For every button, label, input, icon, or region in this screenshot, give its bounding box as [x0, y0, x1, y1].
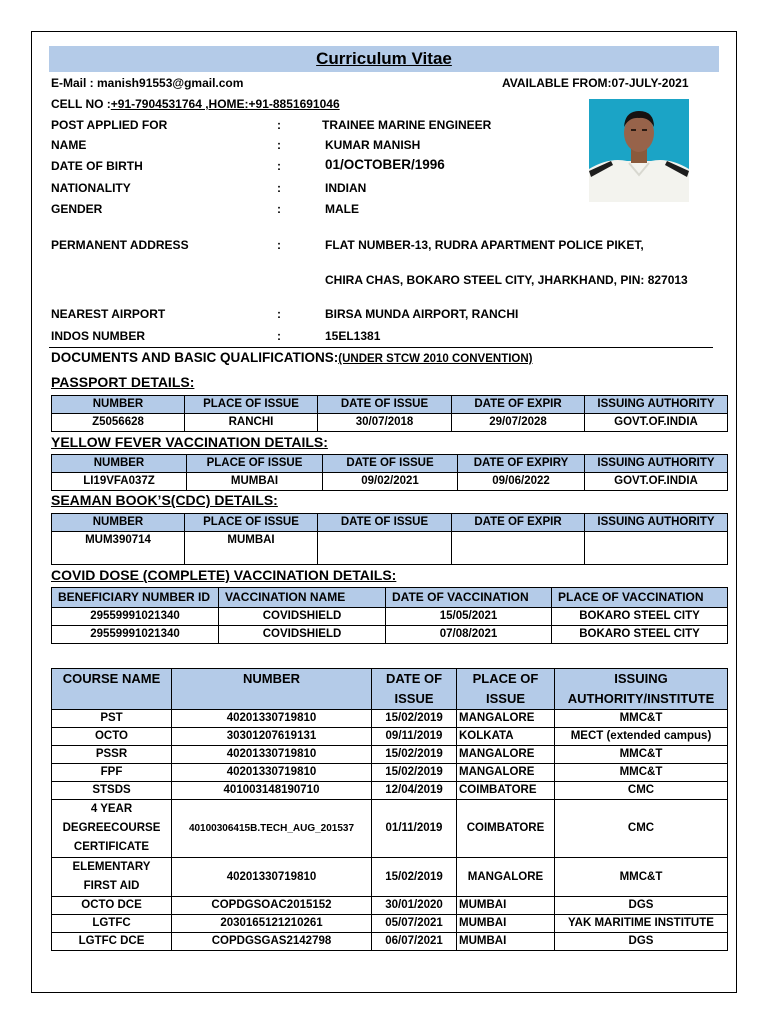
cell: Z5056628	[52, 414, 185, 432]
cell: 06/07/2021	[372, 933, 457, 951]
cell: 30/01/2020	[372, 897, 457, 915]
cell: MMC&T	[555, 710, 728, 728]
value-post-applied: TRAINEE MARINE ENGINEER	[322, 118, 492, 132]
profile-photo	[589, 99, 689, 202]
header-cell: DATE OF ISSUE	[318, 514, 452, 532]
cell: 30/07/2018	[318, 414, 452, 432]
header-cell: DATE OF EXPIR	[452, 396, 585, 414]
cell: LGTFC DCE	[52, 933, 172, 951]
header-cell: DATE OF EXPIR	[452, 514, 585, 532]
value-gender: MALE	[325, 202, 359, 216]
cell: PSSR	[52, 746, 172, 764]
header-cell: BENEFICIARY NUMBER ID	[52, 588, 219, 608]
table-row	[52, 800, 728, 858]
cell: MUM390714	[52, 532, 185, 565]
label-nationality: NATIONALITY	[51, 181, 131, 195]
header-cell: ISSUING AUTHORITY/INSTITUTE	[555, 669, 728, 710]
cell: 40201330719810	[172, 858, 372, 897]
value-address-line1: FLAT NUMBER-13, RUDRA APARTMENT POLICE PIKET,	[325, 238, 644, 252]
email-line: E-Mail : manish91553@gmail.com	[51, 76, 244, 90]
table-row	[52, 915, 728, 933]
header-cell: ISSUING AUTHORITY	[585, 514, 728, 532]
cell: 15/02/2019	[372, 764, 457, 782]
header-cell: PLACE OF ISSUE	[185, 514, 318, 532]
cell-numbers: +91-7904531764 ,HOME:+91-8851691046	[110, 97, 340, 111]
documents-heading-sub: (UNDER STCW 2010 CONVENTION)	[338, 353, 533, 365]
cell: 401003148190710	[172, 782, 372, 800]
cell: MECT (extended campus)	[555, 728, 728, 746]
cell: COPDGSOAC2015152	[172, 897, 372, 915]
cell: FPF	[52, 764, 172, 782]
colon: :	[277, 307, 281, 321]
value-name: KUMAR MANISH	[325, 138, 421, 152]
header-cell: DATE OF ISSUE	[318, 396, 452, 414]
cell: COIMBATORE	[457, 800, 555, 858]
cell: MANGALORE	[457, 710, 555, 728]
table-row	[52, 858, 728, 897]
colon: :	[277, 202, 281, 216]
cell: 40100306415B.TECH_AUG_201537	[172, 800, 372, 858]
cell: MUMBAI	[457, 897, 555, 915]
cell-label: CELL NO :	[51, 97, 111, 111]
cell: ELEMENTARY FIRST AID	[52, 858, 172, 897]
cell	[318, 532, 452, 565]
table-row	[52, 532, 728, 565]
label-gender: GENDER	[51, 202, 103, 216]
colon: :	[277, 159, 281, 173]
header-cell: VACCINATION NAME	[219, 588, 386, 608]
page-title: Curriculum Vitae	[316, 49, 452, 68]
header-cell: NUMBER	[52, 396, 185, 414]
yellow-fever-heading: YELLOW FEVER VACCINATION DETAILS:	[51, 434, 328, 450]
value-nearest-airport: BIRSA MUNDA AIRPORT, RANCHI	[325, 307, 519, 321]
colon: :	[277, 118, 281, 132]
colon: :	[277, 329, 281, 343]
cell: 07/08/2021	[386, 626, 552, 644]
cell: COVIDSHIELD	[219, 608, 386, 626]
cell: CMC	[555, 800, 728, 858]
cell: BOKARO STEEL CITY	[552, 608, 728, 626]
cell: 29/07/2028	[452, 414, 585, 432]
cell: CMC	[555, 782, 728, 800]
cell: OCTO DCE	[52, 897, 172, 915]
cell: LI19VFA037Z	[52, 473, 187, 491]
cell: PST	[52, 710, 172, 728]
cell: MMC&T	[555, 858, 728, 897]
header-cell: ISSUING AUTHORITY	[585, 455, 728, 473]
label-dob: DATE OF BIRTH	[51, 159, 143, 173]
label-address: PERMANENT ADDRESS	[51, 238, 189, 252]
header-cell: PLACE OF VACCINATION	[552, 588, 728, 608]
table-header-row	[52, 396, 728, 414]
table-header-row	[52, 455, 728, 473]
label-nearest-airport: NEAREST AIRPORT	[51, 307, 166, 321]
cell: OCTO	[52, 728, 172, 746]
cell: GOVT.OF.INDIA	[585, 414, 728, 432]
label-post-applied: POST APPLIED FOR	[51, 118, 168, 132]
cell: 40201330719810	[172, 710, 372, 728]
cell: YAK MARITIME INSTITUTE	[555, 915, 728, 933]
table-row	[52, 473, 728, 491]
cell: MUMBAI	[457, 915, 555, 933]
cell: MUMBAI	[457, 933, 555, 951]
cell: 09/06/2022	[458, 473, 585, 491]
table-row	[52, 782, 728, 800]
cell-line	[51, 97, 340, 111]
header-cell: NUMBER	[172, 669, 372, 710]
cell: MUMBAI	[185, 532, 318, 565]
cell: MUMBAI	[187, 473, 323, 491]
table-row	[52, 764, 728, 782]
header-cell: DATE OF ISSUE	[372, 669, 457, 710]
cell: 05/07/2021	[372, 915, 457, 933]
table-row	[52, 626, 728, 644]
seaman-book-table	[51, 513, 728, 565]
cell: STSDS	[52, 782, 172, 800]
courses-table	[51, 668, 728, 951]
table-row	[52, 897, 728, 915]
cell: 15/02/2019	[372, 710, 457, 728]
cell: 12/04/2019	[372, 782, 457, 800]
cell: KOLKATA	[457, 728, 555, 746]
table-row	[52, 608, 728, 626]
cell: 30301207619131	[172, 728, 372, 746]
header-cell: PLACE OF ISSUE	[457, 669, 555, 710]
cell: 40201330719810	[172, 764, 372, 782]
header-cell: ISSUING AUTHORITY	[585, 396, 728, 414]
passport-heading: PASSPORT DETAILS:	[51, 374, 195, 390]
cell: COVIDSHIELD	[219, 626, 386, 644]
header-cell: DATE OF EXPIRY	[458, 455, 585, 473]
documents-heading	[51, 350, 533, 365]
header-cell: COURSE NAME	[52, 669, 172, 710]
table-row	[52, 414, 728, 432]
table-header-row	[52, 514, 728, 532]
colon: :	[277, 238, 281, 252]
colon: :	[277, 138, 281, 152]
table-row	[52, 728, 728, 746]
cell: 15/05/2021	[386, 608, 552, 626]
cell: 09/02/2021	[323, 473, 458, 491]
covid-heading: COVID DOSE (COMPLETE) VACCINATION DETAILS:	[51, 567, 397, 583]
cell: 2030165121210261	[172, 915, 372, 933]
cell: BOKARO STEEL CITY	[552, 626, 728, 644]
passport-table	[51, 395, 728, 432]
cell: 09/11/2019	[372, 728, 457, 746]
documents-heading-main: DOCUMENTS AND BASIC QUALIFICATIONS:	[51, 350, 339, 365]
cell: MANGALORE	[457, 764, 555, 782]
table-row	[52, 933, 728, 951]
cell: 29559991021340	[52, 608, 219, 626]
table-row	[52, 746, 728, 764]
cell	[585, 532, 728, 565]
cell: LGTFC	[52, 915, 172, 933]
value-dob: 01/OCTOBER/1996	[325, 157, 445, 172]
cell: MMC&T	[555, 764, 728, 782]
header-cell: PLACE OF ISSUE	[185, 396, 318, 414]
label-name: NAME	[51, 138, 87, 152]
cell: MMC&T	[555, 746, 728, 764]
cell: GOVT.OF.INDIA	[585, 473, 728, 491]
header-cell: PLACE OF ISSUE	[187, 455, 323, 473]
label-indos: INDOS NUMBER	[51, 329, 146, 343]
cell: DGS	[555, 897, 728, 915]
header-cell: DATE OF VACCINATION	[386, 588, 552, 608]
divider	[49, 347, 713, 348]
title-bar	[49, 46, 719, 72]
header-cell: DATE OF ISSUE	[323, 455, 458, 473]
yellow-fever-table	[51, 454, 728, 491]
header-cell: NUMBER	[52, 514, 185, 532]
table-header-row	[52, 588, 728, 608]
cell: COPDGSGAS2142798	[172, 933, 372, 951]
cell: MANGALORE	[457, 858, 555, 897]
table-row	[52, 710, 728, 728]
header-cell: NUMBER	[52, 455, 187, 473]
available-from: AVAILABLE FROM:07-JULY-2021	[502, 76, 689, 90]
cell: 40201330719810	[172, 746, 372, 764]
cell: DGS	[555, 933, 728, 951]
value-address-line2: CHIRA CHAS, BOKARO STEEL CITY, JHARKHAND, PIN: 827013	[325, 273, 688, 287]
covid-table	[51, 587, 728, 644]
cell: 15/02/2019	[372, 858, 457, 897]
cell: MANGALORE	[457, 746, 555, 764]
cell: 29559991021340	[52, 626, 219, 644]
colon: :	[277, 181, 281, 195]
value-nationality: INDIAN	[325, 181, 367, 195]
cell: 01/11/2019	[372, 800, 457, 858]
cell: 15/02/2019	[372, 746, 457, 764]
cell: RANCHI	[185, 414, 318, 432]
cell: 4 YEAR DEGREECOURSE CERTIFICATE	[52, 800, 172, 858]
cell: COIMBATORE	[457, 782, 555, 800]
value-indos: 15EL1381	[325, 329, 381, 343]
table-header-row	[52, 669, 728, 710]
cell	[452, 532, 585, 565]
seaman-book-heading: SEAMAN BOOK’S(CDC) DETAILS:	[51, 492, 278, 508]
